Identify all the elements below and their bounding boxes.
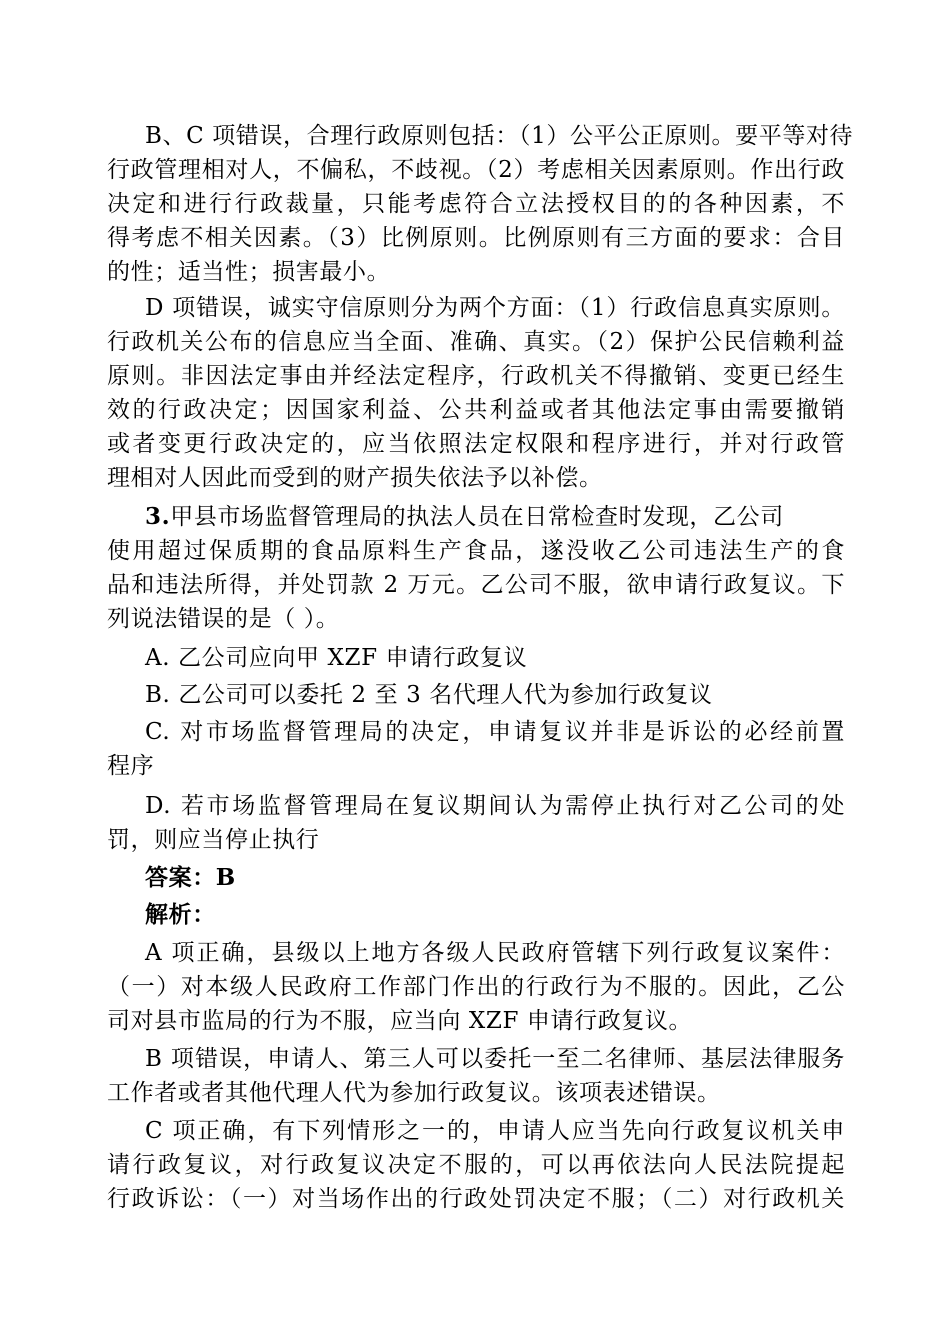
paragraph-line: 理相对人因此而受到的财产损失依法予以补偿。 bbox=[107, 465, 603, 491]
paragraph-line: B、C 项错误，合理行政原则包括：（1）公平公正原则。要平等对待 bbox=[145, 123, 854, 149]
option-a: A. 乙公司应向甲 XZF 申请行政复议 bbox=[145, 645, 528, 671]
paragraph-line: 的性；适当性；损害最小。 bbox=[107, 259, 391, 285]
option-d-continued: 罚，则应当停止执行 bbox=[107, 827, 320, 853]
paragraph-line: （一）对本级人民政府工作部门作出的行政行为不服的。因此，乙公 bbox=[107, 974, 845, 1000]
paragraph-line: 决定和进行行政裁量，只能考虑符合立法授权目的的各种因素，不 bbox=[107, 191, 845, 217]
question-line bbox=[145, 500, 845, 534]
question-stem-start: 甲县市场监督管理局的执法人员在日常检查时发现，乙公司 bbox=[170, 504, 784, 530]
paragraph-line: 使用超过保质期的食品原料生产食品，遂没收乙公司违法生产的食 bbox=[107, 538, 845, 564]
option-d: D. 若市场监督管理局在复议期间认为需停止执行对乙公司的处 bbox=[145, 793, 845, 819]
analysis-heading: 解析： bbox=[145, 901, 216, 928]
question-number: 3. bbox=[145, 503, 171, 530]
paragraph-line: B 项错误，申请人、第三人可以委托一至二名律师、基层法律服务 bbox=[145, 1046, 845, 1072]
paragraph-line: 请行政复议，对行政复议决定不服的，可以再依法向人民法院提起 bbox=[107, 1152, 845, 1178]
paragraph-line: C 项正确，有下列情形之一的，申请人应当先向行政复议机关申 bbox=[145, 1118, 845, 1144]
paragraph-line: A 项正确，县级以上地方各级人民政府管辖下列行政复议案件： bbox=[145, 940, 845, 966]
paragraph-line: 司对县市监局的行为不服，应当向 XZF 申请行政复议。 bbox=[107, 1008, 693, 1034]
paragraph-line: 行政机关公布的信息应当全面、准确、真实。（2）保护公民信赖利益 bbox=[107, 329, 845, 355]
paragraph-line: D 项错误，诚实守信原则分为两个方面：（1）行政信息真实原则。 bbox=[145, 295, 845, 321]
option-b: B. 乙公司可以委托 2 至 3 名代理人代为参加行政复议 bbox=[145, 682, 713, 708]
paragraph-line: 原则。非因法定事由并经法定程序，行政机关不得撤销、变更已经生 bbox=[107, 363, 845, 389]
paragraph-line: 行政管理相对人，不偏私，不歧视。（2）考虑相关因素原则。作出行政 bbox=[107, 157, 845, 183]
paragraph-line: 效的行政决定；因国家利益、公共利益或者其他法定事由需要撤销 bbox=[107, 397, 845, 423]
option-c-continued: 程序 bbox=[107, 753, 155, 779]
paragraph-line: 品和违法所得，并处罚款 2 万元。乙公司不服，欲申请行政复议。下 bbox=[107, 572, 845, 598]
paragraph-line: 行政诉讼：（一）对当场作出的行政处罚决定不服；（二）对行政机关 bbox=[107, 1186, 845, 1212]
answer-line: 答案：B bbox=[145, 864, 236, 891]
paragraph-line: 工作者或者其他代理人代为参加行政复议。该项表述错误。 bbox=[107, 1080, 721, 1106]
option-c: C. 对市场监督管理局的决定，申请复议并非是诉讼的必经前置 bbox=[145, 719, 845, 745]
paragraph-line: 列说法错误的是（ ）。 bbox=[107, 606, 340, 632]
paragraph-line: 或者变更行政决定的，应当依照法定权限和程序进行，并对行政管 bbox=[107, 431, 845, 457]
paragraph-line: 得考虑不相关因素。（3）比例原则。比例原则有三方面的要求：合目 bbox=[107, 225, 845, 251]
